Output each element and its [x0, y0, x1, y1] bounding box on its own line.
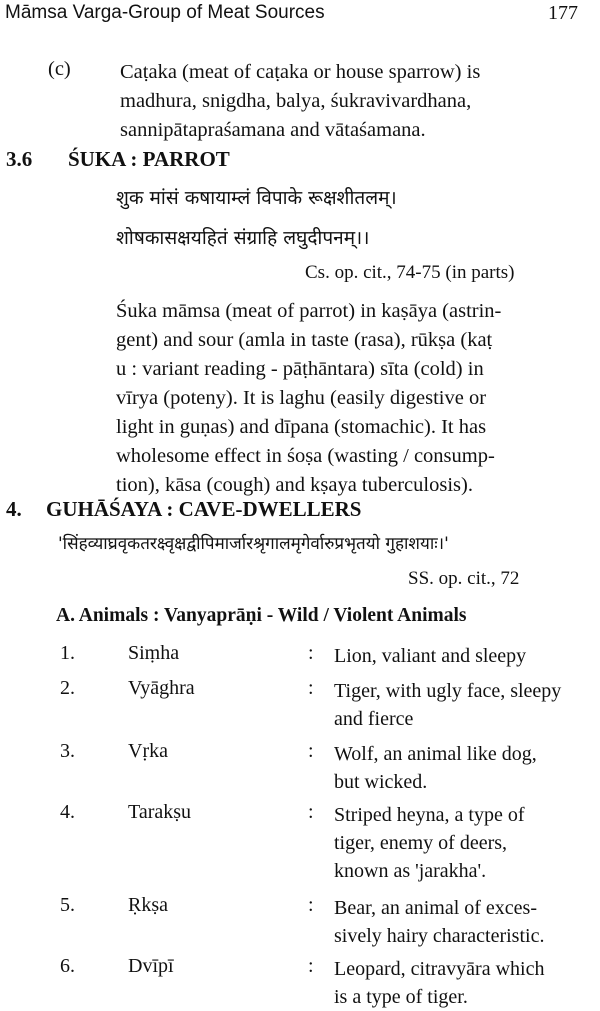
separator-colon: : — [308, 955, 314, 977]
description-line: Lion, valiant and sleepy — [334, 645, 527, 667]
suka-paragraph — [116, 297, 594, 500]
animal-name: Dvīpī — [128, 955, 174, 977]
separator-colon: : — [308, 801, 314, 823]
animal-description — [334, 677, 561, 733]
animal-description — [334, 894, 544, 950]
suka-line: light in guṇas) and dīpana (stomachic). It has — [116, 416, 487, 438]
separator-colon: : — [308, 642, 314, 664]
running-title: Māmsa Varga-Group of Meat Sources — [5, 2, 325, 23]
description-line: Striped heyna, a type of — [334, 804, 525, 826]
description-line: Leopard, citravyāra which — [334, 958, 545, 980]
item-number: 1. — [60, 642, 75, 664]
animal-description — [334, 955, 544, 1011]
description-line: Tiger, with ugly face, sleepy — [334, 680, 562, 702]
animal-description — [334, 740, 537, 796]
suka-line: vīrya (poteny). It is laghu (easily digestive or — [116, 387, 487, 409]
description-line: sively hairy characteristic. — [334, 925, 545, 947]
animal-name: Vyāghra — [128, 677, 195, 699]
description-line: is a type of tiger. — [334, 986, 468, 1008]
item-number: 4. — [60, 801, 75, 823]
item-label-c: (c) — [48, 58, 71, 80]
description-line: tiger, enemy of deers, — [334, 832, 508, 854]
item-number: 2. — [60, 677, 75, 699]
item-number: 6. — [60, 955, 75, 977]
section-title: ŚUKA : PARROT — [68, 147, 230, 171]
animal-name: Vṛka — [128, 740, 168, 762]
suka-line: u : variant reading - pāṭhāntara) sīta (cold) in — [116, 358, 484, 380]
citation: SS. op. cit., 72 — [408, 568, 520, 589]
description-line: and fierce — [334, 708, 414, 730]
sub-heading: A. Animals : Vanyaprāṇi - Wild / Violent Animals — [56, 605, 467, 626]
section-number: 4. — [6, 497, 22, 521]
item-number: 5. — [60, 894, 75, 916]
description-line: Bear, an animal of exces- — [334, 897, 537, 919]
sanskrit-verse-line: 'सिंहव्याघ्रवृकतरक्ष्वृक्षद्वीपिमार्जारश्रृगालमृगेर्वारुप्रभृतयो गुहाशयाः।' — [58, 534, 449, 554]
animal-name: Ṛkṣa — [128, 894, 168, 916]
suka-line: wholesome effect in śoṣa (wasting / consump- — [116, 445, 495, 467]
description-line: known as 'jarakha'. — [334, 860, 487, 882]
sanskrit-verse-line: शुक मांसं कषायाम्लं विपाके रूक्षशीतलम्। — [116, 187, 397, 209]
cataka-paragraph — [120, 58, 594, 145]
item-number: 3. — [60, 740, 75, 762]
suka-line: tion), kāsa (cough) and kṣaya tuberculosis). — [116, 474, 473, 496]
sanskrit-verse-line: शोषकासक्षयहितं संग्राहि लघुदीपनम्।। — [116, 227, 370, 249]
suka-line: gent) and sour (amla in taste (rasa), rūkṣa (kaṭ — [116, 329, 493, 351]
suka-line: Śuka māmsa (meat of parrot) in kaṣāya (astrin- — [116, 300, 502, 322]
animal-description — [334, 801, 525, 885]
section-number: 3.6 — [6, 147, 33, 171]
animal-name: Tarakṣu — [128, 801, 192, 823]
citation: Cs. op. cit., 74-75 (in parts) — [305, 262, 515, 283]
description-line: but wicked. — [334, 771, 428, 793]
page-number: 177 — [548, 2, 578, 24]
cataka-line: sannipātapraśamana and vātaśamana. — [120, 119, 426, 141]
separator-colon: : — [308, 740, 314, 762]
description-line: Wolf, an animal like dog, — [334, 743, 537, 765]
separator-colon: : — [308, 894, 314, 916]
separator-colon: : — [308, 677, 314, 699]
cataka-line: madhura, snigdha, balya, śukravivardhana, — [120, 90, 472, 112]
animal-name: Siṃha — [128, 642, 180, 664]
animal-description — [334, 642, 526, 670]
section-title: GUHĀŚAYA : CAVE-DWELLERS — [46, 497, 362, 521]
cataka-line: Caṭaka (meat of caṭaka or house sparrow) is — [120, 61, 481, 83]
